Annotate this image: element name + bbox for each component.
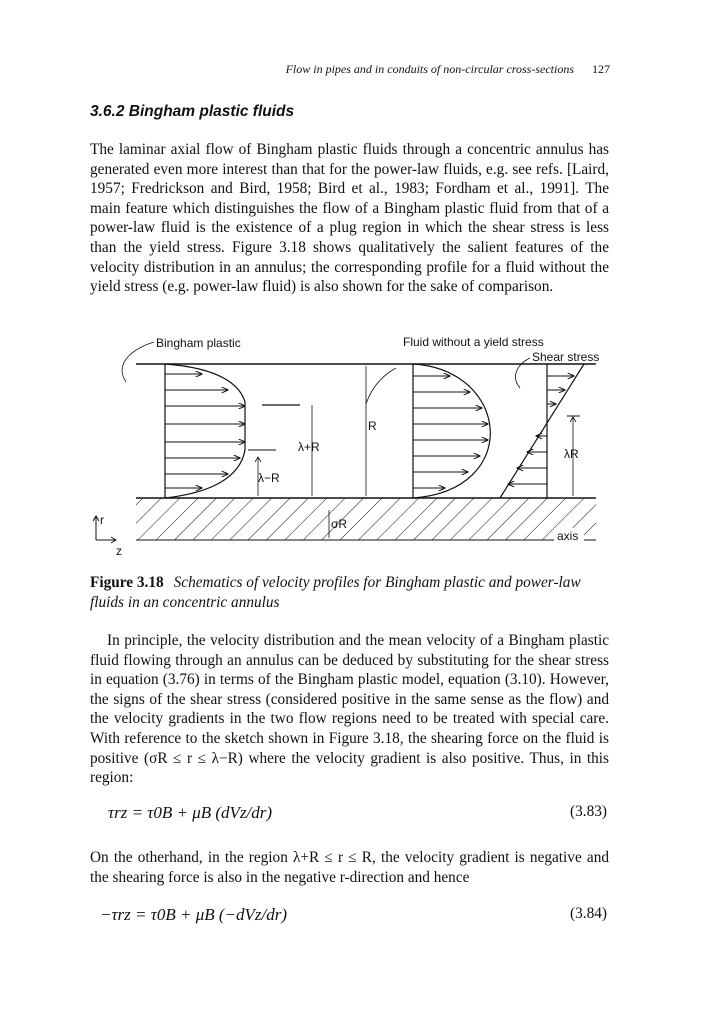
shear-stress-profile (500, 364, 584, 498)
label-lambda-plus: λ+R (298, 440, 320, 454)
label-fluid-without-yield: Fluid without a yield stress (403, 335, 544, 349)
figure-caption (90, 573, 610, 612)
section-title: 3.6.2 Bingham plastic fluids (90, 103, 295, 120)
paragraph-intro: The laminar axial flow of Bingham plastic fluids through a concentric annulus has generated even more interest than that for the power-law fluids, e.g. see refs. [Laird, 1957; Fredrickson and Bird, 1958; Bird et al., 1983; Fordham et al., 1991]. The main feature which distinguishes the flow of a Bingham plastic fluid from that of a power-law fluid is the existence of a plug region in which the shear stress is less than the yield stress. Figure 3.18 shows qualitatively the salient features of the velocity distribution in an annulus; the corresponding profile for a fluid without the yield stress (e.g. power-law fluid) is also shown for the sake of comparison. (90, 141, 609, 296)
equation-3-83-number: (3.83) (570, 803, 607, 820)
coordinate-axes (93, 513, 122, 558)
label-lambda-minus: λ−R (258, 471, 280, 485)
figure-3-18 (90, 330, 612, 560)
label-z: z (116, 544, 122, 558)
label-r: r (100, 513, 104, 527)
equation-3-84-number: (3.84) (570, 905, 607, 922)
hatched-inner-cylinder (136, 498, 596, 540)
label-lambda-R: λR (564, 447, 579, 461)
power-law-profile (413, 364, 490, 498)
label-axis: axis (557, 529, 579, 543)
equation-3-83 (90, 788, 609, 838)
page-number: 127 (592, 62, 610, 76)
running-title: Flow in pipes and in conduits of non-circular cross-sections (285, 62, 574, 76)
label-bingham-plastic: Bingham plastic (156, 336, 241, 350)
equation-3-84 (90, 890, 609, 940)
running-head (90, 62, 610, 77)
bingham-profile (165, 364, 245, 498)
label-sigma-R: σR (331, 517, 348, 531)
caption-label: Figure 3.18 (90, 574, 164, 591)
caption-text: Schematics of velocity profiles for Bingham plastic and power-law fluids in an concentric annulus (90, 574, 581, 611)
paragraph-principle: In principle, the velocity distribution and the mean velocity of a Bingham plastic fluid flowing through an annulus can be deduced by substituting for the shear stress in equation (3.76) in terms of the Bingham plastic model, equation (3.10). However, the signs of the shear stress (considered positive in the same sense as the flow) and the velocity gradients in the two flow regions need to be treated with special care. With reference to the sketch shown in Figure 3.18, the shearing force on the fluid is positive (σR ≤ r ≤ λ−R) where the velocity gradient is also positive. Thus, in this region: (90, 632, 609, 787)
label-R: R (368, 419, 377, 433)
equation-3-83-body: τrz = τ0B + μB (dVz/dr) (108, 803, 273, 822)
equation-3-84-body: −τrz = τ0B + μB (−dVz/dr) (100, 905, 287, 924)
label-shear-stress: Shear stress (532, 350, 600, 364)
paragraph-otherhand: On the otherhand, in the region λ+R ≤ r ≤ R, the velocity gradient is negative and the shearing force is also in the negative r-direction and hence (90, 849, 609, 886)
